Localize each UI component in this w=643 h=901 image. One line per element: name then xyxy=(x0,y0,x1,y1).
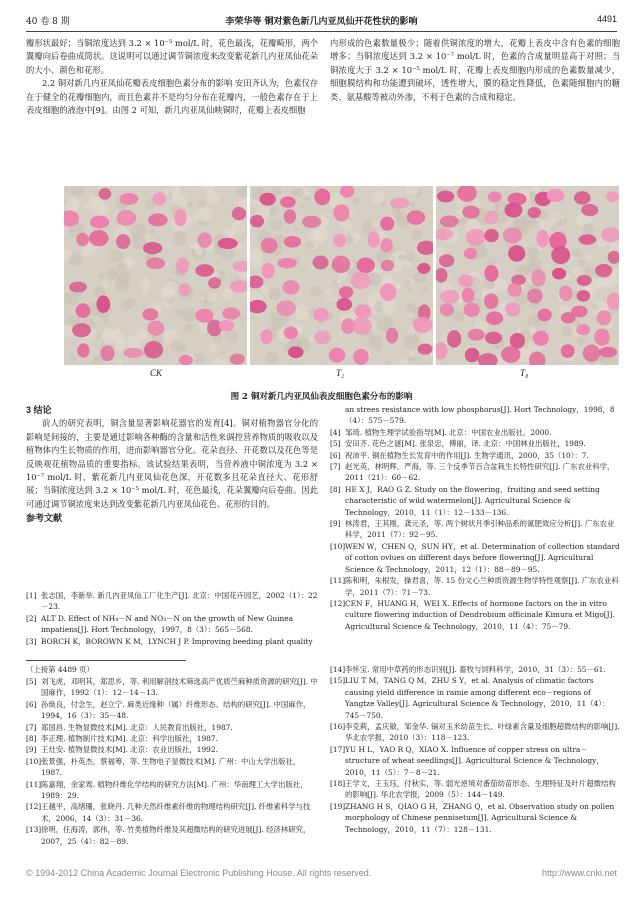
reference-item xyxy=(26,733,318,744)
paragraph: 瓣形状最好；当铜浓度达到 3.2 × 10⁻⁵ mol/L 时，花色最浅，花瓣畸形，两个翼瓣向后卷曲成筒状。这说明可以通过调节铜浓度来改变紫花新几内亚凤仙花朵的大小、颜色和花形。 xyxy=(26,38,318,75)
reference-text: 赵光英，林明辉，严海，等. 三个反季节百合盆栽生长特性研究[J]. 广东农业科学，2011（21）：60－62. xyxy=(345,462,615,483)
reference-item xyxy=(330,801,620,835)
reference-item xyxy=(330,518,620,541)
reference-number: [13] xyxy=(26,825,42,835)
reference-item xyxy=(330,575,620,598)
section-heading: 3 结论 xyxy=(26,405,52,415)
reference-number: [17] xyxy=(330,744,346,754)
reference-item xyxy=(330,450,620,461)
reference-number: [9] xyxy=(26,745,37,755)
page-footer xyxy=(26,868,617,878)
reference-text: LIU T M，TANG Q M，ZHU S Y，et al. Analysis of climatic factors causing yield difference in ramie among different eco－regions of Yangtze Valley[J]. Agricultural Science & Technology，2010，11（4）：745－750. xyxy=(345,676,610,720)
running-title: 李荣华等 铜对紫色新几内亚凤仙开花性状的影响 xyxy=(225,17,418,27)
reference-text: YU H L，YAO R Q，XIAO X. Influence of copper stress on ultra－structure of wheat seedlings[J]. Agricultural Science & Technology，2010，11（5）：7－8－21. xyxy=(345,744,604,777)
left-column-top xyxy=(26,37,318,117)
paragraph: 前人的研究表明，铜含量显著影响花器官的发育[4]。铜对植物器官分化的影响是间接的，主要是通过影响各种酶的含量和活性来调控营养物质的吸收以及植物体内生长物质的作用，进而影响器官分化。花朵直径、开花数以及花色等是反映观花植物品质的重要指标。该试验结果表明，当营养液中铜浓度为 3.2 × 10⁻⁷ mol/L 时，紫花新几内亚凤仙花色深，开花数多且花朵直径大、花形舒展；当铜浓度达到 3.2 × 10⁻⁵ mol/L 时，花色最浅，花朵翼瓣向后卷曲。因此可通过调节铜浓度来达到改变紫花新几内亚凤仙花色、花形的目的。 xyxy=(26,418,318,509)
reference-text: 徐明，任海涛，郭伟，等. 竹类植物纤维及其超微结构的研究进展[J]. 经济林研究，2007，25（4）：82－89. xyxy=(41,825,311,846)
reference-number: [6] xyxy=(330,450,341,460)
reference-number: [7] xyxy=(26,722,37,732)
reference-text: BORCH K，BOROWN K M，LYNCH J P. Improving beeding plant quality xyxy=(41,636,313,646)
section-divider xyxy=(26,660,186,661)
reference-number: [7] xyxy=(330,462,341,472)
reference-number: [11] xyxy=(26,779,42,789)
continued-list-right xyxy=(330,664,620,835)
micrograph-t4 xyxy=(436,186,619,365)
reference-text: CEN F，HUANG H，WEI X. Effects of hormone factors on the in vitro culture flowering induction of Dendrobium officinale Kimura et Migo[J]. Agricultural Science & Technology，2010，11（4）：75－79. xyxy=(345,598,615,631)
reference-number: [3] xyxy=(26,636,37,646)
micrograph-image xyxy=(250,186,433,365)
reference-number: [5] xyxy=(330,439,341,449)
figure-caption: 图 2 铜对新几内亚凤仙表皮细胞色素分布的影响 xyxy=(230,392,413,402)
reference-item xyxy=(26,676,318,699)
reference-item xyxy=(26,824,318,847)
reference-number: [11] xyxy=(330,576,346,586)
figure-label-ck: CK xyxy=(150,368,163,378)
reference-item xyxy=(330,541,620,575)
source-url: http://www.cnki.net xyxy=(541,868,617,878)
references-heading: 参考文献 xyxy=(26,513,63,524)
reference-item xyxy=(26,744,318,755)
reference-number: [6] xyxy=(26,699,37,709)
reference-item xyxy=(330,664,620,675)
reference-item xyxy=(330,675,620,721)
reference-text: 张志国，李新举. 新几内亚凤仙工厂化生产[J]. 北京：中国花卉园艺，2002（1）：22－23. xyxy=(41,591,318,612)
reference-number: [4] xyxy=(330,427,341,437)
reference-item xyxy=(330,721,620,744)
copyright-notice: © 1994-2012 China Academic Journal Electronic Publishing House. All rights reserved. xyxy=(26,868,372,878)
reference-text: 张景强，朴英杰，蔡福筹，等. 生物电子显微技术[M]. 广州：中山大学出版社，1987. xyxy=(41,756,301,778)
reference-text: 刘飞虎，邓明其，郑思乡，等. 利用解剖技术筛选高产优质苎麻种质资源的研究[J]. 中国麻作，1992（1）：12－14－13. xyxy=(41,677,318,698)
page-number: 4491 xyxy=(596,14,617,24)
reference-number: [12] xyxy=(26,802,42,812)
micrograph-t2 xyxy=(250,186,433,365)
reference-item xyxy=(330,404,620,427)
reference-item xyxy=(26,699,318,722)
reference-list-left xyxy=(26,590,318,647)
reference-item xyxy=(26,801,318,824)
reference-number xyxy=(330,404,345,427)
reference-number: [8] xyxy=(330,484,341,494)
reference-item xyxy=(26,756,318,779)
reference-number: [8] xyxy=(26,734,37,744)
reference-text: ALT D. Effect of NH₄－N and NO₃－N on the growth of New Guinea impatiens[J]. Hort Technology，1997，8（3）：565－568. xyxy=(41,613,294,635)
reference-number: [9] xyxy=(330,519,341,529)
reference-text: 王灶安. 植物显微技术[M]. 北京：农业出版社，1992. xyxy=(41,745,218,755)
reference-text: 孙焕良，付念生，赵立宁. 麻类近缘种（属）纤维形态、结构的研究[J]. 中国麻作，1994，16（3）：35－48. xyxy=(41,699,311,721)
reference-list-right xyxy=(330,404,620,632)
reference-number: [19] xyxy=(330,801,346,811)
reference-text: HE X J，RAO G Z. Study on the flowering，fruiting and seed setting characteristic of wild watermelon[J]. Agricultural Science & Technology，2010，11（1）：12－133－136. xyxy=(345,484,600,517)
reference-number: [2] xyxy=(26,613,37,623)
reference-number: [16] xyxy=(330,722,346,732)
reference-text: 李克莉，孟庆敏，邹金华. 镉对玉米幼苗生长、叶绿素含量及细胞超微结构的影响[J]. 华北农学报，2010（3）：118－123. xyxy=(345,722,620,743)
paragraph: 2.2 铜对新几内亚凤仙花瓣表皮细胞色素分布的影响 安田齐认为，色素仅存在于健全的花瓣细胞内，而且色素并不是均匀分布在花瓣内，一般色素存在于上表皮细胞的液泡中[9]。由图 2 可知，新几内亚凤仙映铜时，花瓣上表皮细胞 xyxy=(26,78,318,116)
reference-text: 邹琦. 植物生理学试验指导[M]. 北京：中国农业出版社，2000. xyxy=(345,427,552,437)
reference-item xyxy=(330,744,620,778)
reference-text: 王学文，王玉珏，付秋实，等. 弱光逆境对番茄幼苗形态、生理特征及叶片超微结构的影响[J]. 华北农学报，2009（5）：144－149. xyxy=(345,779,616,800)
reference-item xyxy=(330,484,620,518)
figure-label-t4: T₄ xyxy=(520,368,529,378)
reference-text: 陈嘉翔，余家鸾. 植物纤维化学结构的研究方法[M]. 广州：华南理工大学出版社，1989：29. xyxy=(41,779,308,801)
reference-text: 林涛君，王其刚，龚元圣，等. 两个树状月季引种品系的氮肥效应分析[J]. 广东农业科学，2011（7）：92－95. xyxy=(345,519,615,540)
reference-text: 郑国昌. 生物显微技术[M]. 北京：人民教育出版社，1987. xyxy=(41,722,233,732)
reference-text: WEN W，CHEN Q，SUN HY，et al. Determination of collection standard of cotton ovlues on different days before flowering[J]. Agricultural Science & Technology，2011，12（1）：88－89－95. xyxy=(345,541,620,574)
reference-text: 李怀宝. 常用中草药的形态识别[J]. 畜牧与饲料科学，2010，31（3）：55－61. xyxy=(345,665,606,674)
reference-item xyxy=(330,427,620,438)
reference-text: 祝沛平. 铜在植物生长发育中的作用[J]. 生物学通讯，2000，35（10）：7. xyxy=(345,450,589,460)
reference-item xyxy=(26,613,318,636)
reference-number: [18] xyxy=(330,779,346,789)
reference-item xyxy=(330,778,620,801)
reference-number: [14] xyxy=(330,665,346,674)
micrograph-image xyxy=(64,186,247,365)
right-column-top xyxy=(330,37,620,104)
reference-text: an strees resistance with low phosphorus[J]. Hort Technology，1998，8（4）：575－579. xyxy=(345,405,615,426)
reference-text: 安田齐. 花色之谜[M]. 张泉忠，傅丽，译. 北京：中国林业出版社，1989. xyxy=(345,439,586,449)
reference-item xyxy=(330,461,620,484)
reference-text: 王越平，高绪珊，张晓丹. 几种天然纤维素纤维的物理结构研究[J]. 纤维素科学与技术，2006，14（3）：31－36. xyxy=(41,802,311,823)
reference-item xyxy=(26,636,318,647)
reference-number: [1] xyxy=(26,591,37,600)
paragraph: 内形成的色素数量极少；随着供铜浓度的增大，花瓣上表皮中含有色素的细胞增多；当铜浓度达到 3.2 × 10⁻⁷ mol/L 时，色素的合成量明显高于对照；当铜浓度大于 3.2 × 10⁻⁵ mol/L 时，花瓣上表皮细胞内形成的色素数量减少，细胞膜结构和功能遭到破坏，透性增大，膜的稳定性降低，色素随细胞内的糖类、氨基酸等被动外渗，不利于色素的合成和稳定。 xyxy=(330,38,620,102)
reference-item xyxy=(26,779,318,802)
continued-heading: （上接第 4489 页） xyxy=(26,665,94,674)
reference-text: ZHANG H S，QIAO G H，ZHANG Q，et al. Observation study on pollen morphology of Chinese pennisetum[J]. Agricultural Science & Technology，2010，11（7）：128－131. xyxy=(345,801,615,834)
reference-number: [10] xyxy=(26,756,42,766)
reference-item xyxy=(26,590,318,613)
reference-item xyxy=(330,438,620,449)
volume-issue: 40 卷 8 期 xyxy=(26,17,70,27)
reference-item xyxy=(330,598,620,632)
micrograph-image xyxy=(436,186,619,365)
micrograph-ck xyxy=(64,186,247,365)
reference-number: [15] xyxy=(330,676,346,686)
figure-label-t2: T₂ xyxy=(336,368,345,378)
reference-number: [5] xyxy=(26,677,37,686)
conclusion-section xyxy=(26,404,318,526)
reference-number: [10] xyxy=(330,541,346,551)
header-rule xyxy=(26,31,617,32)
reference-item xyxy=(26,722,318,733)
reference-number: [12] xyxy=(330,598,346,608)
running-header xyxy=(26,14,617,30)
reference-text: 陈和明，朱根发，操君喜，等. 15 份文心兰种质资源生物学特性观察[J]. 广东农业科学，2011（7）：71－73. xyxy=(345,576,619,597)
reference-text: 李正理. 植物制片技术[M]. 北京：科学出版社，1987. xyxy=(41,734,218,744)
continued-list-left xyxy=(26,676,318,847)
